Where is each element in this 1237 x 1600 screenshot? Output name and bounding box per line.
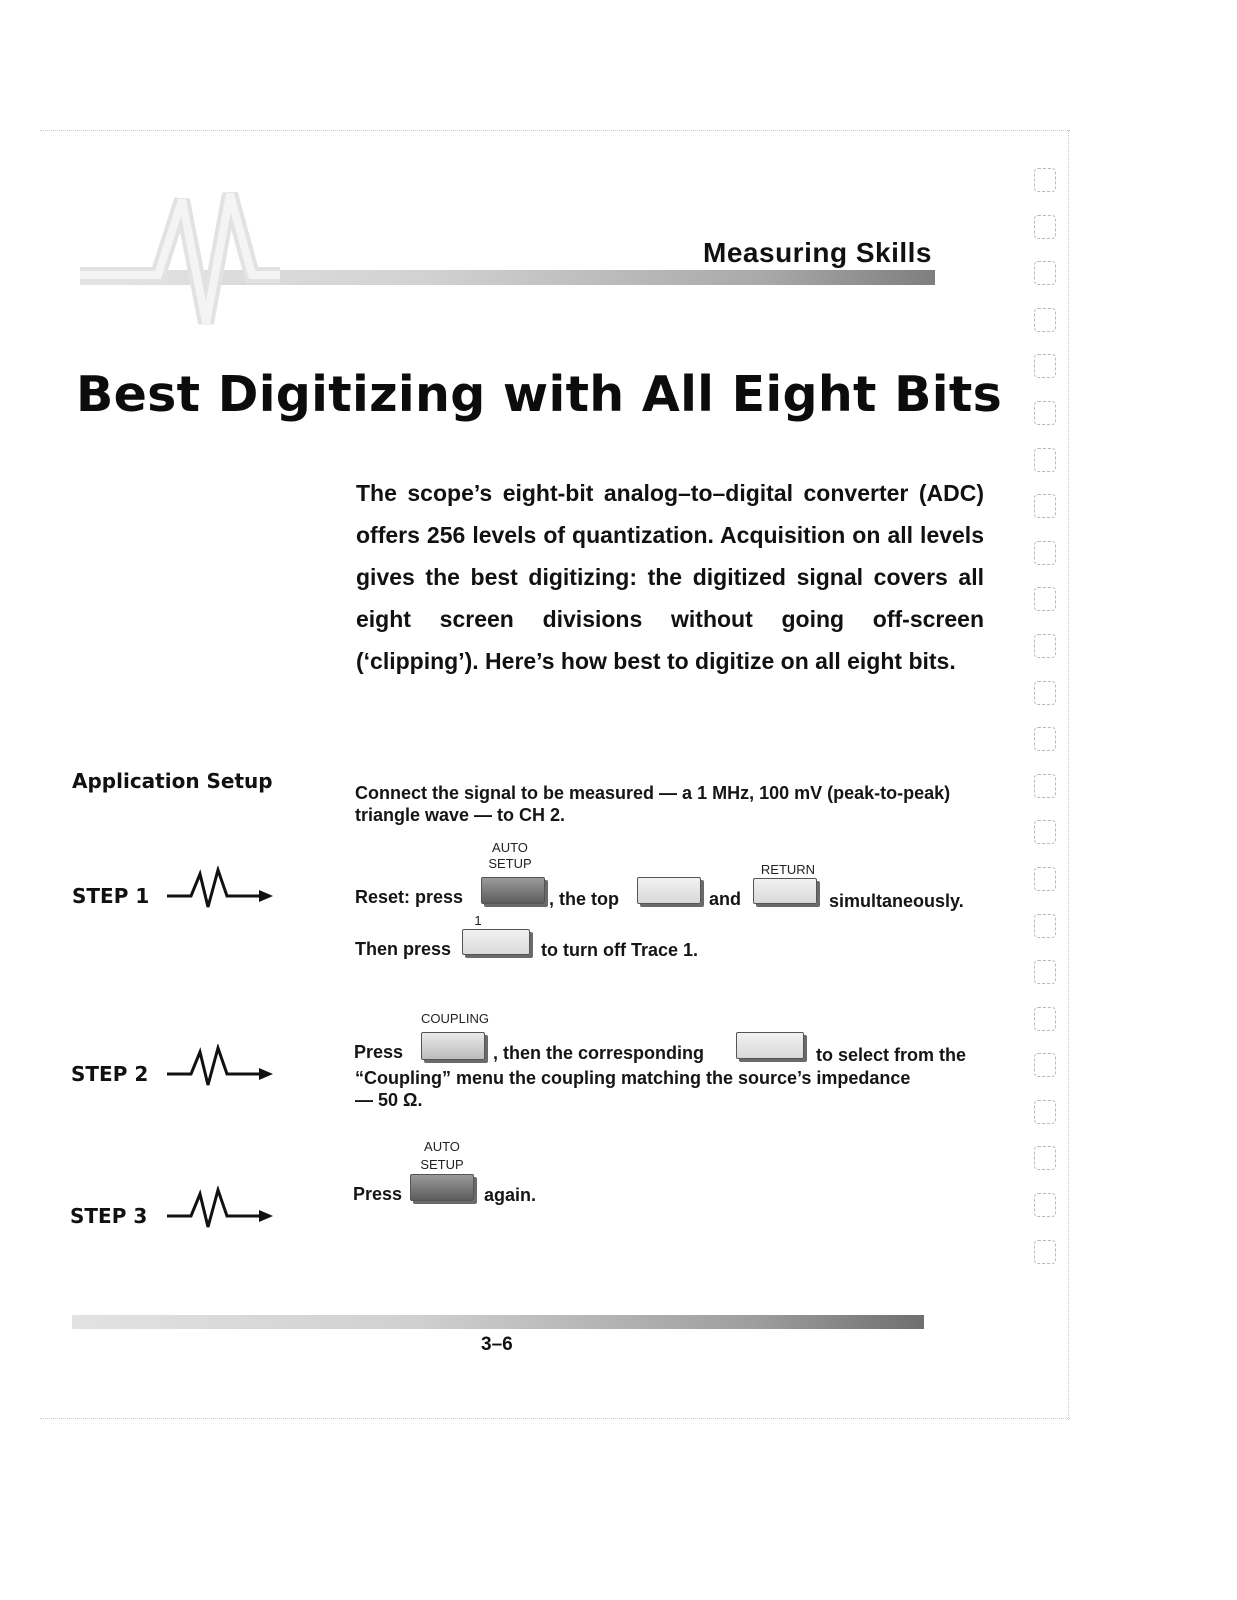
step-3-text-again: again. xyxy=(484,1185,537,1205)
section-title: Measuring Skills xyxy=(703,237,932,268)
step-2-text-coupling-menu: “Coupling” menu the coupling matching the source’s impedance xyxy=(355,1068,911,1088)
binding-hole xyxy=(1034,727,1056,751)
binding-hole xyxy=(1034,494,1056,518)
application-setup-heading: Application Setup xyxy=(72,769,273,793)
auto-caption-step-3: AUTO xyxy=(424,1139,460,1154)
menu-side-button[interactable] xyxy=(736,1032,804,1059)
binding-hole xyxy=(1034,308,1056,332)
step-1-text-simultaneously: simultaneously. xyxy=(829,891,964,911)
binding-hole xyxy=(1034,261,1056,285)
binding-hole xyxy=(1034,774,1056,798)
binding-hole xyxy=(1034,960,1056,984)
intro-paragraph: The scope’s eight-bit analog–to–digital converter (ADC) offers 256 levels of quantization. Acquisition on all levels gives the best digitizing: the digitized signal covers all eight screen divisions without going off-screen (‘clipping’). Here’s how best to digitize on all eight bits. xyxy=(356,480,984,674)
binding-hole xyxy=(1034,215,1056,239)
binding-hole xyxy=(1034,634,1056,658)
binding-hole xyxy=(1034,587,1056,611)
binding-holes xyxy=(1034,168,1060,1286)
application-setup-text: Connect the signal to be measured — a 1 MHz, 100 mV (peak-to-peak) triangle wave — to CH 2. xyxy=(355,783,951,825)
trace-1-caption: 1 xyxy=(474,913,482,928)
step-1-text-and: and xyxy=(709,889,742,909)
return-caption: RETURN xyxy=(760,862,816,877)
binding-hole xyxy=(1034,541,1056,565)
step-2-text-impedance: — 50 Ω. xyxy=(355,1090,423,1110)
channel-1-button[interactable] xyxy=(462,929,530,955)
step-1-text-trace: to turn off Trace 1. xyxy=(541,940,699,960)
step-2-text-press: Press xyxy=(354,1042,404,1062)
page-edge-bottom xyxy=(40,1418,1070,1419)
binding-hole xyxy=(1034,354,1056,378)
binding-hole xyxy=(1034,867,1056,891)
binding-hole xyxy=(1034,1240,1056,1264)
binding-hole xyxy=(1034,401,1056,425)
step-1-text-reset: Reset: press xyxy=(355,887,464,907)
binding-hole xyxy=(1034,168,1056,192)
coupling-caption: COUPLING xyxy=(421,1011,489,1026)
auto-caption: AUTO xyxy=(492,840,528,855)
step-3-text-press: Press xyxy=(353,1184,403,1204)
return-button[interactable] xyxy=(753,878,817,904)
binding-hole xyxy=(1034,1146,1056,1170)
binding-hole xyxy=(1034,681,1056,705)
step-1-text-top: , the top xyxy=(549,889,619,909)
step-1-text-then: Then press xyxy=(355,939,452,959)
auto-setup-button-step-3[interactable] xyxy=(410,1174,474,1201)
top-menu-button[interactable] xyxy=(637,877,701,904)
setup-caption: SETUP xyxy=(488,856,532,871)
binding-hole xyxy=(1034,1193,1056,1217)
page-edge-top xyxy=(40,130,1070,131)
setup-caption-step-3: SETUP xyxy=(420,1157,464,1172)
binding-hole xyxy=(1034,820,1056,844)
step-3-waveform-icon xyxy=(165,1186,275,1230)
page-title: Best Digitizing with All Eight Bits xyxy=(76,366,1003,423)
binding-hole xyxy=(1034,448,1056,472)
header-waveform-icon xyxy=(80,188,280,333)
binding-hole xyxy=(1034,1053,1056,1077)
page-number: 3–6 xyxy=(481,1334,513,1355)
binding-hole xyxy=(1034,1100,1056,1124)
step-1-label: STEP 1 xyxy=(72,884,150,908)
binding-hole xyxy=(1034,914,1056,938)
auto-setup-button[interactable] xyxy=(481,877,545,904)
binding-hole xyxy=(1034,1007,1056,1031)
step-2-waveform-icon xyxy=(165,1044,275,1088)
step-2-label: STEP 2 xyxy=(71,1062,149,1086)
step-3-label: STEP 3 xyxy=(70,1204,148,1228)
page-edge-right xyxy=(1068,130,1069,1420)
step-2-text-corresponding: , then the corresponding xyxy=(493,1043,705,1063)
step-1-waveform-icon xyxy=(165,866,275,910)
footer-rule xyxy=(72,1315,924,1329)
step-2-text-select: to select from the xyxy=(816,1045,967,1065)
coupling-button[interactable] xyxy=(421,1032,485,1060)
